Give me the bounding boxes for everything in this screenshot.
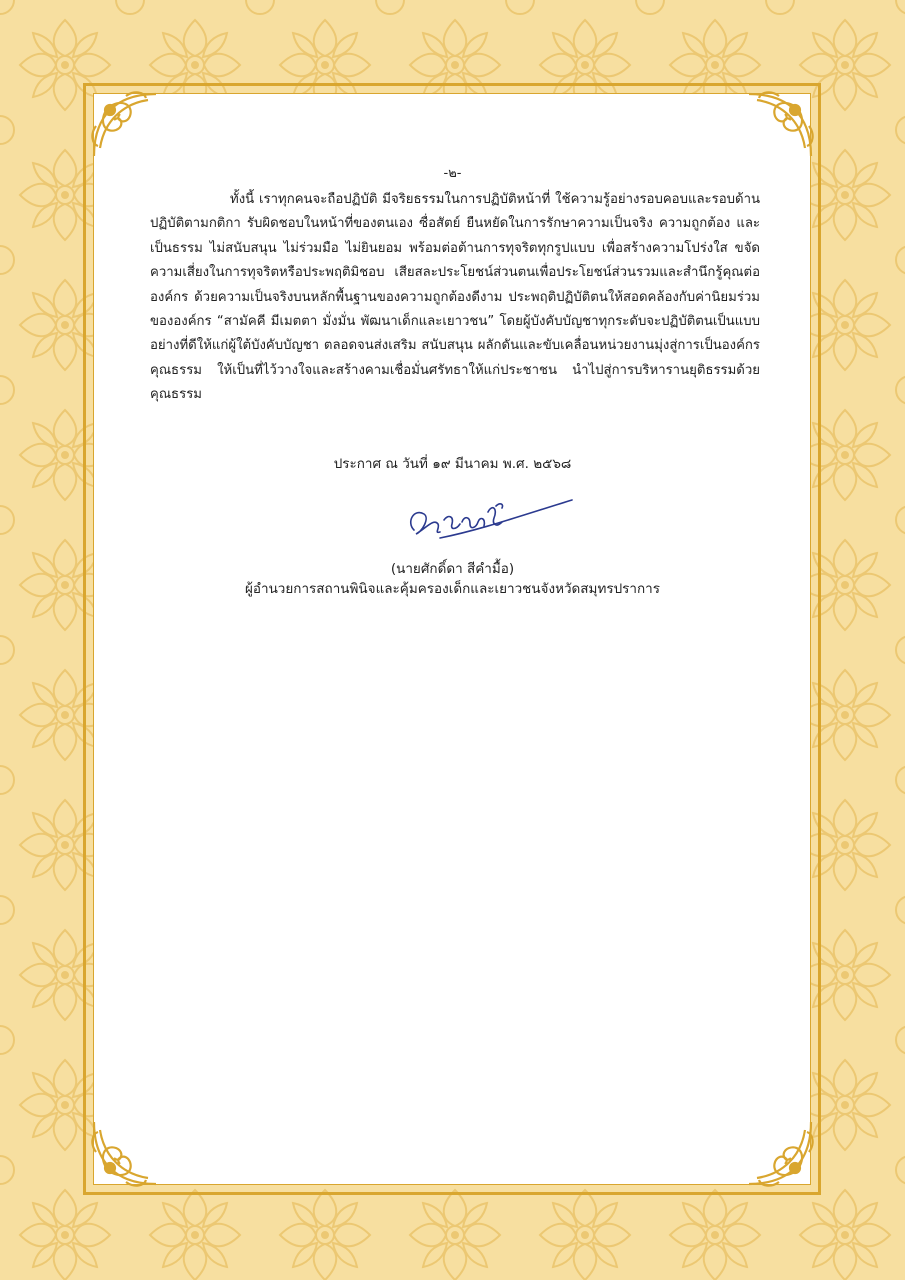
signer-name: (นายศักดิ์ดา สีคำมื้อ) bbox=[390, 561, 515, 577]
body-paragraph: ทั้งนี้ เราทุกคนจะถือปฏิบัติ มีจริยธรรมในการปฏิบัติหน้าที่ ใช้ความรู้อย่างรอบคอบและรอบด้าน ปฏิบัติตามกติกา รับผิดชอบในหน้าที่ของตนเอง ซื่อสัตย์ ยืนหยัดในการรักษาความเป็นจริง ความถูกต้อง และเป็นธรรม ไม่สนับสนุน ไม่ร่วมมือ ไม่ยินยอม พร้อมต่อต้านการทุจริตทุกรูปแบบ เพื่อสร้างความโปร่งใส ขจัดความเสี่ยงในการทุจริตหรือประพฤติมิชอบ เสียสละประโยชน์ส่วนตนเพื่อประโยชน์ส่วนรวมและสำนึกรู้คุณต่อองค์กร ด้วยความเป็นจริงบนหลักพื้นฐานของความถูกต้องดีงาม ประพฤติปฏิบัติตนให้สอดคล้องกับค่านิยมร่วมขององค์กร “สามัคคี มีเมตตา มั่งมั่น พัฒนาเด็กและเยาวชน” โดยผู้บังคับบัญชาทุกระดับจะปฏิบัติตนเป็นแบบอย่างที่ดีให้แก่ผู้ใต้บังคับบัญชา ตลอดจนส่งเสริม สนับสนุน ผลักดันและขับเคลื่อนหน่วยงานมุ่งสู่การเป็นองค์กรคุณธรรม ให้เป็นที่ไว้วางใจและสร้างคามเชื่อมั่นศรัทธาให้แก่ประชาชน นำไปสู่การบริหารานยุติธรรมด้วยคุณธรรม bbox=[150, 192, 760, 403]
handwritten-signature bbox=[400, 494, 575, 546]
signer-position: ผู้อำนวยการสถานพินิจและคุ้มครองเด็กและเยาวชนจังหวัดสมุทรปราการ bbox=[244, 581, 661, 597]
ornamental-corner-icon bbox=[739, 1112, 819, 1192]
announcement-date: ประกาศ ณ วันที่ ๑๙ มีนาคม พ.ศ. ๒๕๖๘ bbox=[333, 456, 572, 472]
ornamental-corner-icon bbox=[739, 86, 819, 166]
body-text bbox=[150, 188, 760, 408]
ornamental-corner-icon bbox=[86, 1112, 166, 1192]
page-number: -๒- bbox=[443, 166, 462, 181]
ornamental-corner-icon bbox=[86, 86, 166, 166]
